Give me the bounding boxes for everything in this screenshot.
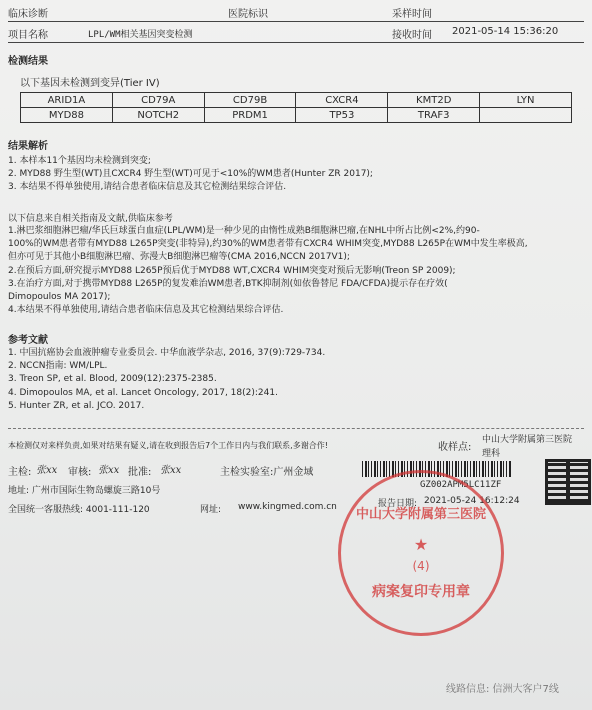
stamp-bottom-text: 病案复印专用章 (372, 584, 470, 600)
gene-cell: ARID1A (21, 93, 113, 108)
reference-line: 1. 中国抗癌协会血液肿瘤专业委员会. 中华血液学杂志, 2016, 37(9):729-734. (8, 348, 326, 358)
interpretation-body (8, 155, 584, 195)
bottom-overlay-text: 线路信息: 信洲大客户7线 (446, 684, 559, 695)
project-value: LPL/WM相关基因突变检测 (88, 30, 193, 40)
project-label: 项目名称 (8, 30, 48, 41)
address: 地址: 广州市国际生物岛螺旋三路10号 (8, 486, 161, 496)
reviewer-signature: 张xx (98, 465, 120, 476)
approver-signature: 张xx (160, 465, 182, 476)
gene-row (21, 108, 572, 123)
interpretation-line: 3. 本结果不得单独使用,请结合患者临床信息及其它检测结果综合评估. (8, 182, 287, 193)
hospital-id-label: 医院标识 (228, 9, 268, 20)
guideline-line: 3.在治疗方面,对于携带MYD88 L265P的复发难治WM患者,BTK抑制剂(如依鲁替尼 FDA/CFDA)提示存在疗效( (8, 278, 448, 289)
stamp-star-icon: ★ (413, 535, 429, 554)
references-body (8, 347, 584, 413)
reviewer-label: 审核: (68, 467, 92, 478)
recipient-value-2: 理科 (482, 449, 501, 459)
guideline-line: 100%的WM患者带有MYD88 L265P突变(非特异),约30%的WM患者带有CXCR4 WHIM突变,MYD88 L265P在WM中发生率极高, (8, 239, 528, 250)
interpretation-line: 2. MYD88 野生型(WT)且CXCR4 野生型(WT)可见于<10%的WM患者(Hunter ZR 2017); (8, 169, 373, 180)
gene-cell: KMT2D (388, 93, 480, 108)
report-date: 2021-05-24 16:12:24 (424, 496, 520, 506)
gene-cell: CD79B (204, 93, 296, 108)
reference-line: 5. Hunter ZR, et al. JCO. 2017. (8, 400, 145, 411)
gene-cell: TP53 (296, 108, 388, 123)
website: www.kingmed.com.cn (238, 502, 337, 512)
qr-code-icon (545, 459, 591, 505)
approver-label: 批准: (128, 467, 152, 478)
gene-cell: LYN (480, 93, 572, 108)
gene-cell (480, 108, 572, 123)
website-label: 网址: (200, 505, 222, 515)
gene-cell: PRDM1 (204, 108, 296, 123)
footer-notice: 本检测仅对来样负责,如果对结果有疑义,请在收到报告后7个工作日内与我们联系,多谢合作! (8, 441, 328, 450)
received-value: 2021-05-14 15:36:20 (452, 26, 559, 37)
reference-line: 4. Dimopoulos MA, et al. Lancet Oncology, 2017, 18(2):241. (8, 387, 278, 398)
gene-cell: NOTCH2 (112, 108, 204, 123)
header-divider-2 (8, 42, 584, 43)
report-id: GZ002APM5LC11ZF (420, 480, 502, 490)
recipient-label: 收样点: (438, 442, 472, 453)
reference-line: 3. Treon SP, et al. Blood, 2009(12):2375-2385. (8, 374, 217, 385)
results-title: 检测结果 (8, 56, 48, 67)
stamp-ring-text: 中山大学附属第三医院 (355, 507, 486, 522)
guideline-line: Dimopoulos MA 2017); (8, 292, 111, 303)
gene-cell: MYD88 (21, 108, 113, 123)
guideline-line: 2.在预后方面,研究提示MYD88 L265P预后优于MYD88 WT,CXCR4 WHIM突变对预后无影响(Treon SP 2009); (8, 265, 456, 276)
gene-table (20, 92, 572, 123)
gene-cell: CD79A (112, 93, 204, 108)
guideline-line: 4.本结果不得单独使用,请结合患者临床信息及其它检测结果综合评估. (8, 305, 284, 316)
guideline-line: 但亦可见于其他小B细胞淋巴瘤、弥漫大B细胞淋巴瘤等(CMA 2016,NCCN 2017V1); (8, 252, 350, 263)
tester-signature: 张xx (36, 465, 58, 476)
stamp-center-text: (4) (412, 559, 430, 573)
guideline-line: 1.淋巴浆细胞淋巴瘤/华氏巨球蛋白血症(LPL/WM)是一种少见的由惰性成熟B细胞淋巴瘤,在NHL中所占比例<2%,约90- (8, 226, 480, 236)
results-subtitle: 以下基因未检测到变异(Tier IV) (20, 78, 160, 89)
gene-cell: CXCR4 (296, 93, 388, 108)
header-divider-1 (8, 21, 584, 22)
guidelines-body (8, 225, 584, 317)
reference-line: 2. NCCN指南: WM/LPL. (8, 361, 108, 372)
lab-label: 主检实验室:广州金域 (220, 467, 314, 478)
guidelines-title: 以下信息来自相关指南及文献,供临床参考 (8, 214, 173, 224)
gene-row (21, 93, 572, 108)
footer-divider (8, 428, 584, 429)
hotline: 全国统一客服热线: 4001-111-120 (8, 505, 150, 515)
references-title: 参考文献 (8, 335, 48, 346)
hospital-stamp (338, 470, 504, 636)
recipient-value-1: 中山大学附属第三医院 (482, 435, 573, 445)
interpretation-line: 1. 本样本11个基因均未检测到突变; (8, 156, 151, 166)
gene-cell: TRAF3 (388, 108, 480, 123)
report-date-label: 报告日期: (378, 499, 418, 509)
received-label: 接收时间 (392, 30, 432, 41)
tester-label: 主检: (8, 467, 32, 478)
sample-time-label: 采样时间 (392, 9, 432, 20)
interpretation-title: 结果解析 (8, 141, 48, 152)
clinical-dx-label: 临床诊断 (8, 9, 48, 20)
